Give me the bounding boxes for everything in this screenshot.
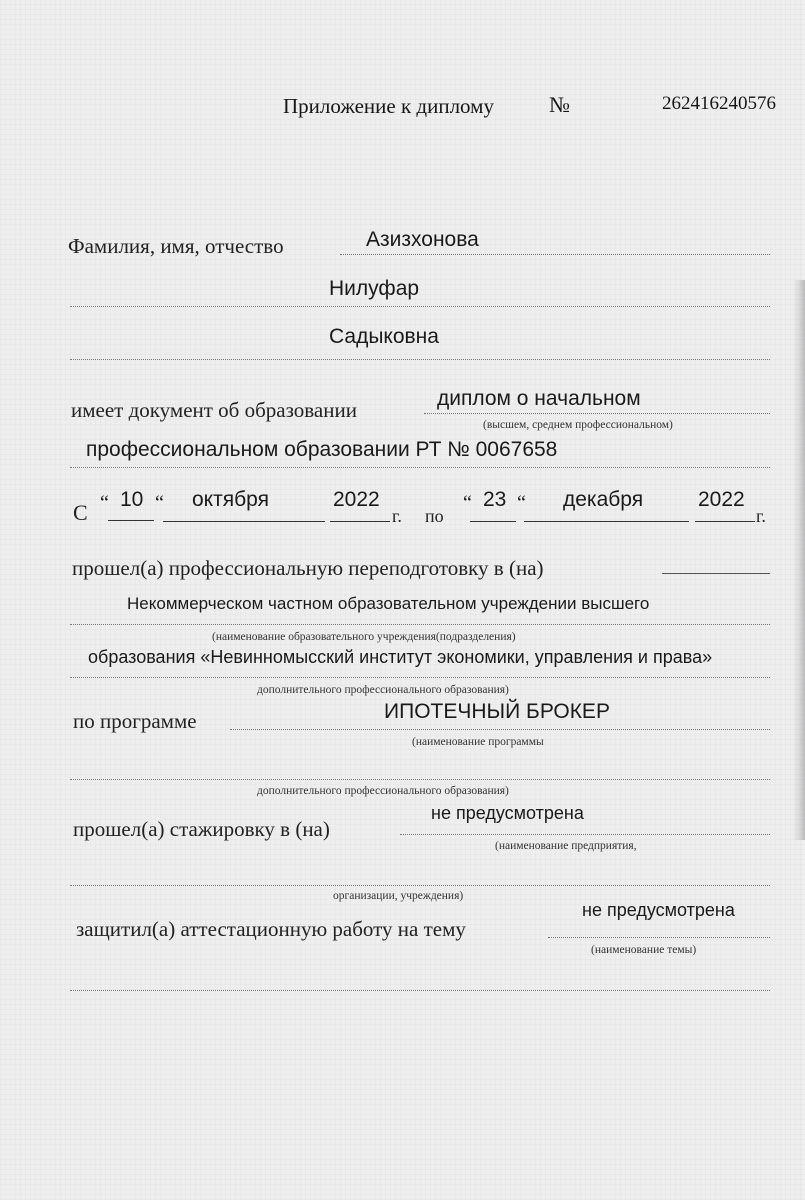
program-label: по программе xyxy=(73,709,197,733)
patronymic-line xyxy=(70,359,770,360)
to-year-suffix: г. xyxy=(756,506,766,526)
from-day-close-quote: “ xyxy=(155,492,164,514)
institution-line1-value: Некоммерческом частном образовательном учреждении высшего xyxy=(127,594,650,613)
to-year-value: 2022 xyxy=(698,488,745,511)
internship-hint: (наименование предприятия, xyxy=(495,840,637,852)
education-value-line2: профессиональном образовании РТ № 0067658 xyxy=(86,438,558,461)
program-value: ИПОТЕЧНЫЙ БРОКЕР xyxy=(384,700,610,723)
internship-label: прошел(а) стажировку в (на) xyxy=(73,817,330,841)
patronymic-value: Садыковна xyxy=(329,325,439,348)
from-year-suffix: г. xyxy=(392,506,402,526)
institution-hint: (наименование образовательного учреждения(подразделения) xyxy=(212,631,516,643)
from-day-open-quote: “ xyxy=(100,492,109,514)
appendix-label: Приложение к диплому xyxy=(283,94,494,118)
institution-line2 xyxy=(70,677,770,678)
first-name-line xyxy=(70,306,770,307)
internship-line2 xyxy=(70,885,770,886)
internship-hint2: организации, учреждения) xyxy=(333,890,464,902)
internship-line xyxy=(400,834,770,835)
education-value-line1: диплом о начальном xyxy=(437,387,641,410)
from-month-value: октября xyxy=(192,488,269,511)
institution-hint2: дополнительного профессионального образования) xyxy=(257,684,509,696)
institution-line2-value: образования «Невинномысский институт экономики, управления и права» xyxy=(88,647,713,667)
program-hint2: дополнительного профессионального образования) xyxy=(257,785,509,797)
thesis-line2 xyxy=(70,990,770,991)
thesis-hint: (наименование темы) xyxy=(591,944,697,956)
from-year-value: 2022 xyxy=(333,488,380,511)
thesis-line xyxy=(548,937,770,938)
page-edge-shadow xyxy=(793,280,805,840)
to-day-open-quote: “ xyxy=(463,492,472,514)
period-from-prefix: С xyxy=(73,500,88,525)
to-year-line xyxy=(695,521,755,522)
last-name-line xyxy=(340,254,770,255)
to-month-line xyxy=(524,521,689,522)
internship-value: не предусмотрена xyxy=(431,803,584,823)
to-day-close-quote: “ xyxy=(517,492,526,514)
program-line2 xyxy=(70,779,770,780)
education-hint: (высшем, среднем профессиональном) xyxy=(483,419,673,431)
thesis-value: не предусмотрена xyxy=(582,900,735,920)
last-name-value: Азизхонова xyxy=(366,228,479,251)
to-month-value: декабря xyxy=(563,488,644,511)
to-day-line xyxy=(470,521,516,522)
retraining-label: прошел(а) профессиональную переподготовку в (на) xyxy=(72,556,544,580)
diploma-number: 262416240576 xyxy=(662,93,776,114)
from-year-line xyxy=(330,521,390,522)
education-line2 xyxy=(70,467,770,468)
education-label: имеет документ об образовании xyxy=(71,398,357,422)
number-sign: № xyxy=(549,92,570,117)
period-to-label: по xyxy=(425,506,444,526)
program-line xyxy=(230,729,770,730)
institution-line1 xyxy=(70,624,770,625)
thesis-label: защитил(а) аттестационную работу на тему xyxy=(76,917,466,941)
education-line1 xyxy=(424,413,770,414)
first-name-value: Нилуфар xyxy=(329,277,420,300)
program-hint: (наименование программы xyxy=(412,736,544,748)
from-month-line xyxy=(163,521,325,522)
from-day-line xyxy=(108,520,154,521)
full-name-label: Фамилия, имя, отчество xyxy=(68,234,284,258)
to-day-value: 23 xyxy=(483,488,507,511)
from-day-value: 10 xyxy=(120,488,144,511)
retraining-line xyxy=(662,573,770,574)
